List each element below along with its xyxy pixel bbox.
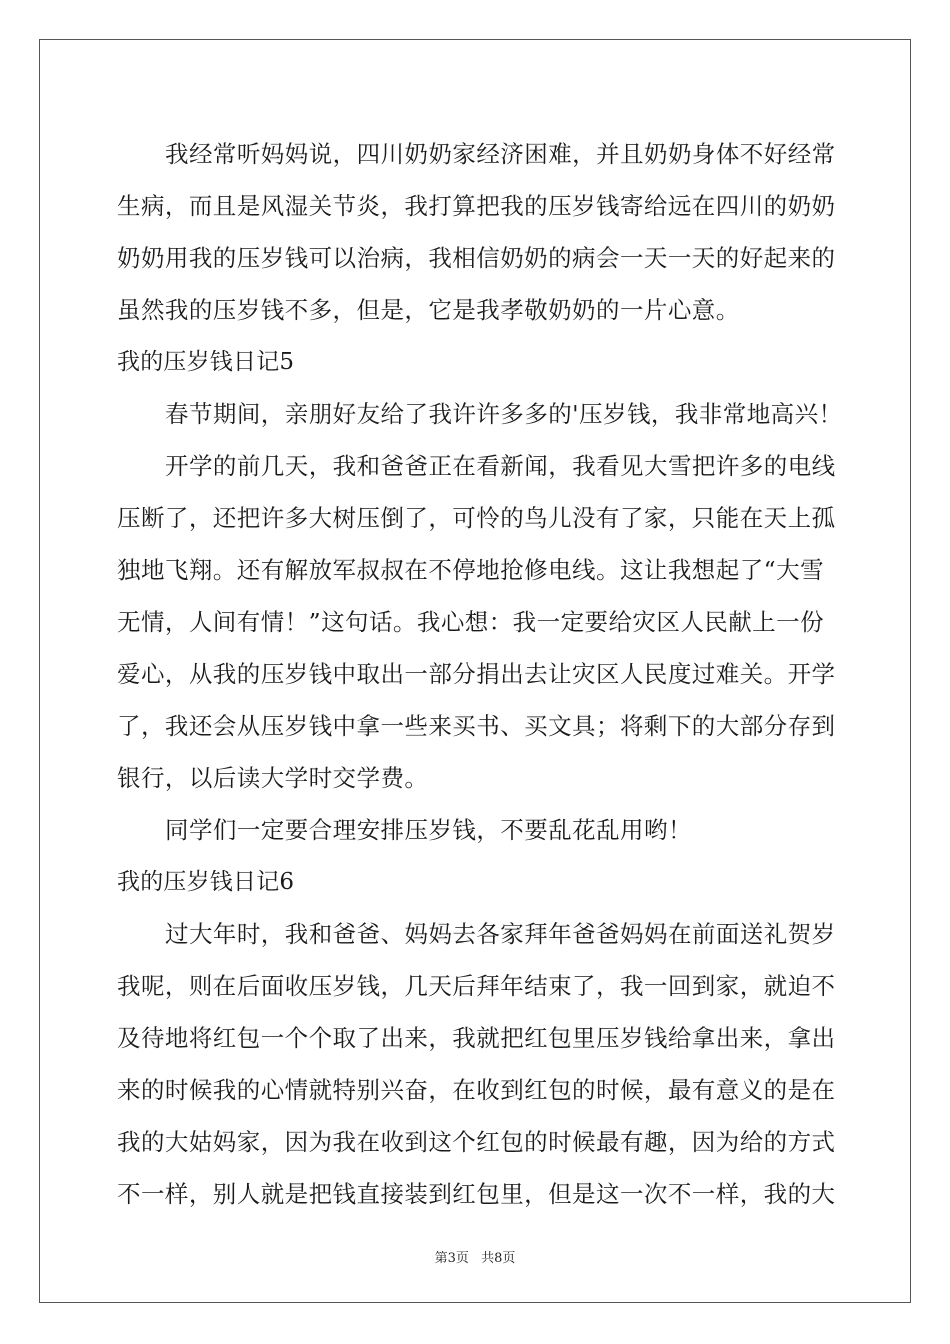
paragraph-line: 奶奶用我的压岁钱可以治病，我相信奶奶的病会一天一天的好起来的: [117, 244, 836, 272]
paragraph-line: 银行，以后读大学时交学费。: [117, 764, 429, 792]
section-heading: 我的压岁钱日记5: [117, 349, 295, 375]
paragraph-line: 过大年时，我和爸爸、妈妈去各家拜年爸爸妈妈在前面送礼贺岁: [165, 920, 836, 948]
paragraph-line: 及待地将红包一个个取了出来，我就把红包里压岁钱给拿出来，拿出: [117, 1024, 836, 1052]
paragraph-line: 春节期间，亲朋好友给了我许许多多的'压岁钱，我非常地高兴！: [165, 400, 843, 428]
page-number: 第3页: [434, 1251, 469, 1266]
paragraph-line: 我的大姑妈家，因为我在收到这个红包的时候最有趣，因为给的方式: [117, 1128, 836, 1156]
document-body: [117, 128, 843, 1220]
paragraph-line: 虽然我的压岁钱不多，但是，它是我孝敬奶奶的一片心意。: [117, 296, 740, 324]
section-heading: 我的压岁钱日记6: [117, 869, 295, 895]
paragraph-line: 我呢，则在后面收压岁钱，几天后拜年结束了，我一回到家，就迫不: [117, 972, 836, 1000]
paragraph-line: 不一样，别人就是把钱直接装到红包里，但是这一次不一样，我的大: [117, 1180, 836, 1208]
paragraph-line: 了，我还会从压岁钱中拿一些来买书、买文具；将剩下的大部分存到: [117, 712, 836, 740]
paragraph-line: 独地飞翔。还有解放军叔叔在不停地抢修电线。这让我想起了“大雪: [117, 556, 825, 584]
page-total: 共8页: [481, 1251, 516, 1266]
page-footer: [0, 1247, 950, 1266]
paragraph-line: 压断了，还把许多大树压倒了，可怜的鸟儿没有了家，只能在天上孤: [117, 504, 836, 532]
paragraph-line: 生病，而且是风湿关节炎，我打算把我的压岁钱寄给远在四川的奶奶: [117, 192, 836, 220]
paragraph-line: 同学们一定要合理安排压岁钱，不要乱花乱用哟！: [165, 816, 692, 844]
paragraph-line: 开学的前几天，我和爸爸正在看新闻，我看见大雪把许多的电线: [165, 452, 836, 480]
paragraph-line: 无情，人间有情！”这句话。我心想：我一定要给灾区人民献上一份: [117, 608, 825, 636]
paragraph-line: 来的时候我的心情就特别兴奋，在收到红包的时候，最有意义的是在: [117, 1076, 836, 1104]
paragraph-line: 爱心，从我的压岁钱中取出一部分捐出去让灾区人民度过难关。开学: [117, 660, 836, 688]
paragraph-line: 我经常听妈妈说，四川奶奶家经济困难，并且奶奶身体不好经常: [165, 140, 836, 168]
